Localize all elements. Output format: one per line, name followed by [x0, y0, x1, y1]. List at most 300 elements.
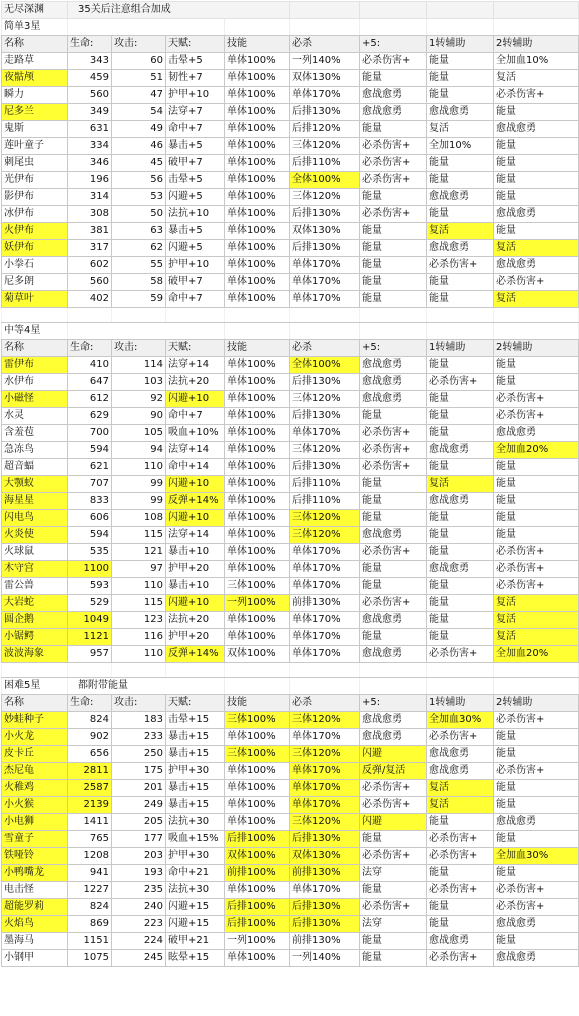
cell-name: 菊草叶: [2, 291, 68, 308]
table-row: [2, 493, 579, 510]
cell-hp: 765: [68, 831, 112, 848]
cell-name: 含羞苞: [2, 425, 68, 442]
cell-assist2: 愈战愈勇: [494, 916, 579, 933]
section-note: [68, 19, 225, 36]
cell-assist2: 能量: [494, 476, 579, 493]
cell-attack: 47: [112, 87, 166, 104]
table-row: [2, 459, 579, 476]
cell-skill: 单体100%: [225, 206, 290, 223]
cell-assist1: 复活: [427, 121, 494, 138]
cell-hp: 1075: [68, 950, 112, 967]
cell-name: 小电狮: [2, 814, 68, 831]
cell-attack: 103: [112, 374, 166, 391]
cell-name: 闪电鸟: [2, 510, 68, 527]
table-row: [2, 865, 579, 882]
cell-plus5: 愈战愈勇: [360, 646, 427, 663]
cell-attack: 59: [112, 291, 166, 308]
cell-attack: 233: [112, 729, 166, 746]
cell-assist1: 能量: [427, 459, 494, 476]
cell-hp: 2587: [68, 780, 112, 797]
cell-name: 杰尼龟: [2, 763, 68, 780]
cell-ultimate: 一列140%: [290, 53, 360, 70]
cell-attack: 99: [112, 493, 166, 510]
cell-attack: 99: [112, 476, 166, 493]
cell-assist1: 能量: [427, 408, 494, 425]
cell-name: 雪童子: [2, 831, 68, 848]
table-row: [2, 712, 579, 729]
cell-plus5: 必杀伤害+: [360, 595, 427, 612]
cell-talent: 护甲+20: [166, 629, 225, 646]
cell-assist2: 必杀伤害+: [494, 578, 579, 595]
column-header-skill: 技能: [225, 36, 290, 53]
cell-hp: 957: [68, 646, 112, 663]
cell-plus5: 愈战愈勇: [360, 729, 427, 746]
cell-talent: 护甲+30: [166, 848, 225, 865]
cell-ultimate: 后排120%: [290, 121, 360, 138]
cell-assist2: 复活: [494, 612, 579, 629]
table-row: [2, 53, 579, 70]
cell-assist1: 能量: [427, 899, 494, 916]
cell-assist1: 必杀伤害+: [427, 257, 494, 274]
cell-talent: 护甲+30: [166, 763, 225, 780]
cell-hp: 602: [68, 257, 112, 274]
cell-attack: 54: [112, 104, 166, 121]
column-header-assist1: 1转辅助: [427, 695, 494, 712]
cell-plus5: 必杀伤害+: [360, 53, 427, 70]
cell-assist2: 愈战愈勇: [494, 206, 579, 223]
cell-plus5: 必杀伤害+: [360, 138, 427, 155]
cell-assist1: 愈战愈勇: [427, 189, 494, 206]
cell-ultimate: 三体120%: [290, 391, 360, 408]
column-header-skill: 技能: [225, 340, 290, 357]
cell-talent: 暴击+15: [166, 797, 225, 814]
cell-skill: 单体100%: [225, 408, 290, 425]
cell-plus5: 愈战愈勇: [360, 612, 427, 629]
cell-skill: 单体100%: [225, 797, 290, 814]
cell-attack: 46: [112, 138, 166, 155]
table-row: [2, 206, 579, 223]
column-header-name: 名称: [2, 36, 68, 53]
cell-ultimate: 后排130%: [290, 916, 360, 933]
table-row: [2, 510, 579, 527]
cell-skill: 单体100%: [225, 544, 290, 561]
cell-talent: 护甲+10: [166, 257, 225, 274]
cell-skill: 单体100%: [225, 70, 290, 87]
cell-name: 妙蛙种子: [2, 712, 68, 729]
cell-hp: 606: [68, 510, 112, 527]
cell-skill: 单体100%: [225, 629, 290, 646]
cell-ultimate: 单体170%: [290, 729, 360, 746]
cell-skill: 单体100%: [225, 257, 290, 274]
header-row: [2, 36, 579, 53]
cell-skill: 单体100%: [225, 53, 290, 70]
cell-assist1: 愈战愈勇: [427, 442, 494, 459]
cell-name: 妖伊布: [2, 240, 68, 257]
section-note: [68, 323, 225, 340]
table-row: [2, 138, 579, 155]
cell-ultimate: 单体170%: [290, 882, 360, 899]
cell-assist1: 能量: [427, 629, 494, 646]
cell-plus5: 能量: [360, 189, 427, 206]
cell-talent: 暴击+10: [166, 544, 225, 561]
cell-ultimate: 三体120%: [290, 138, 360, 155]
cell-attack: 49: [112, 121, 166, 138]
table-row: [2, 544, 579, 561]
cell-hp: 308: [68, 206, 112, 223]
cell-assist2: 必杀伤害+: [494, 274, 579, 291]
cell-assist1: 愈战愈勇: [427, 104, 494, 121]
cell-skill: 单体100%: [225, 291, 290, 308]
cell-assist1: 必杀伤害+: [427, 831, 494, 848]
hero-table: [1, 1, 579, 967]
table-row: [2, 357, 579, 374]
cell-hp: 656: [68, 746, 112, 763]
cell-assist2: 能量: [494, 831, 579, 848]
cell-plus5: 法穿: [360, 865, 427, 882]
cell-attack: 183: [112, 712, 166, 729]
table-row: [2, 104, 579, 121]
cell-skill: 单体100%: [225, 510, 290, 527]
table-row: [2, 780, 579, 797]
cell-name: 夜骷颅: [2, 70, 68, 87]
cell-assist2: 复活: [494, 240, 579, 257]
cell-assist1: 能量: [427, 510, 494, 527]
cell-talent: 闪避+15: [166, 916, 225, 933]
cell-talent: 命中+7: [166, 408, 225, 425]
cell-attack: 51: [112, 70, 166, 87]
cell-name: 影伊布: [2, 189, 68, 206]
cell-talent: 护甲+10: [166, 87, 225, 104]
cell-assist2: 必杀伤害+: [494, 391, 579, 408]
cell-name: 莲叶童子: [2, 138, 68, 155]
cell-attack: 94: [112, 442, 166, 459]
cell-hp: 824: [68, 712, 112, 729]
cell-attack: 108: [112, 510, 166, 527]
cell-name: 走路草: [2, 53, 68, 70]
cell-ultimate: 单体170%: [290, 763, 360, 780]
column-header-ultimate: 必杀: [290, 36, 360, 53]
cell-assist2: 愈战愈勇: [494, 121, 579, 138]
cell-assist2: 能量: [494, 933, 579, 950]
cell-hp: 1227: [68, 882, 112, 899]
cell-assist2: 必杀伤害+: [494, 899, 579, 916]
cell-plus5: 必杀伤害+: [360, 780, 427, 797]
cell-skill: 单体100%: [225, 138, 290, 155]
cell-assist2: 能量: [494, 374, 579, 391]
cell-assist1: 能量: [427, 865, 494, 882]
title-note: 35关后注意组合加成: [68, 2, 290, 19]
cell-ultimate: 三体120%: [290, 510, 360, 527]
cell-hp: 700: [68, 425, 112, 442]
cell-assist1: 能量: [427, 274, 494, 291]
cell-ultimate: 后排130%: [290, 104, 360, 121]
table-body: [2, 2, 579, 967]
cell-plus5: 能量: [360, 493, 427, 510]
cell-hp: 1049: [68, 612, 112, 629]
column-header-assist2: 2转辅助: [494, 695, 579, 712]
table-row: [2, 240, 579, 257]
cell-skill: 单体100%: [225, 561, 290, 578]
cell-assist1: 能量: [427, 916, 494, 933]
cell-attack: 62: [112, 240, 166, 257]
column-header-assist2: 2转辅助: [494, 36, 579, 53]
cell-hp: 317: [68, 240, 112, 257]
cell-assist2: 能量: [494, 155, 579, 172]
cell-talent: 闪避+5: [166, 189, 225, 206]
cell-attack: 90: [112, 408, 166, 425]
cell-assist1: 能量: [427, 53, 494, 70]
cell-ultimate: 后排130%: [290, 899, 360, 916]
table-row: [2, 831, 579, 848]
cell-plus5: 必杀伤害+: [360, 544, 427, 561]
cell-assist1: 必杀伤害+: [427, 848, 494, 865]
cell-skill: 三体100%: [225, 712, 290, 729]
cell-plus5: 愈战愈勇: [360, 391, 427, 408]
cell-assist2: 能量: [494, 459, 579, 476]
cell-ultimate: 后排110%: [290, 476, 360, 493]
cell-talent: 法穿+14: [166, 357, 225, 374]
table-row: [2, 527, 579, 544]
cell-attack: 50: [112, 206, 166, 223]
cell-talent: 法抗+30: [166, 882, 225, 899]
cell-assist2: 必杀伤害+: [494, 544, 579, 561]
section-label: 简单3星: [2, 19, 68, 36]
cell-hp: 833: [68, 493, 112, 510]
cell-assist1: 复活: [427, 797, 494, 814]
cell-hp: 1121: [68, 629, 112, 646]
cell-assist1: 能量: [427, 172, 494, 189]
cell-plus5: 必杀伤害+: [360, 425, 427, 442]
cell-attack: 105: [112, 425, 166, 442]
column-header-name: 名称: [2, 695, 68, 712]
table-row: [2, 746, 579, 763]
cell-skill: 单体100%: [225, 425, 290, 442]
cell-hp: 631: [68, 121, 112, 138]
cell-attack: 63: [112, 223, 166, 240]
column-header-skill: 技能: [225, 695, 290, 712]
cell-talent: 击晕+15: [166, 712, 225, 729]
sheet-title: 无尽深渊: [2, 2, 68, 19]
cell-attack: 110: [112, 646, 166, 663]
cell-assist1: 能量: [427, 595, 494, 612]
cell-ultimate: 前排130%: [290, 933, 360, 950]
cell-ultimate: 后排110%: [290, 155, 360, 172]
cell-ultimate: 三体120%: [290, 189, 360, 206]
cell-plus5: 能量: [360, 933, 427, 950]
cell-talent: 命中+14: [166, 459, 225, 476]
cell-ultimate: 单体170%: [290, 646, 360, 663]
cell-attack: 115: [112, 595, 166, 612]
cell-talent: 闪避+10: [166, 510, 225, 527]
cell-name: 小鸭嘴龙: [2, 865, 68, 882]
cell-talent: 击晕+5: [166, 172, 225, 189]
cell-assist2: 全加血20%: [494, 442, 579, 459]
cell-assist1: 能量: [427, 357, 494, 374]
cell-assist1: 全加血30%: [427, 712, 494, 729]
cell-assist2: 复活: [494, 629, 579, 646]
cell-name: 火稚鸡: [2, 780, 68, 797]
table-row: [2, 87, 579, 104]
cell-assist2: 能量: [494, 510, 579, 527]
section-row: [2, 678, 579, 695]
cell-assist1: 能量: [427, 87, 494, 104]
cell-attack: 110: [112, 459, 166, 476]
cell-hp: 402: [68, 291, 112, 308]
cell-name: 水灵: [2, 408, 68, 425]
cell-name: 火炎使: [2, 527, 68, 544]
cell-talent: 法抗+10: [166, 206, 225, 223]
cell-assist2: 能量: [494, 729, 579, 746]
cell-talent: 暴击+15: [166, 780, 225, 797]
cell-hp: 2139: [68, 797, 112, 814]
cell-skill: 后排100%: [225, 916, 290, 933]
cell-skill: 单体100%: [225, 240, 290, 257]
cell-attack: 203: [112, 848, 166, 865]
cell-attack: 205: [112, 814, 166, 831]
cell-ultimate: 前排130%: [290, 595, 360, 612]
cell-plus5: 反弹/复活: [360, 763, 427, 780]
table-row: [2, 933, 579, 950]
cell-assist1: 全加10%: [427, 138, 494, 155]
table-row: [2, 797, 579, 814]
cell-name: 冰伊布: [2, 206, 68, 223]
cell-hp: 560: [68, 274, 112, 291]
cell-attack: 235: [112, 882, 166, 899]
cell-name: 瞬力: [2, 87, 68, 104]
cell-talent: 命中+7: [166, 121, 225, 138]
cell-talent: 法抗+20: [166, 612, 225, 629]
cell-plus5: 能量: [360, 70, 427, 87]
cell-assist1: 愈战愈勇: [427, 493, 494, 510]
cell-ultimate: 单体170%: [290, 780, 360, 797]
column-header-attack: 攻击:: [112, 340, 166, 357]
column-header-assist2: 2转辅助: [494, 340, 579, 357]
cell-ultimate: 单体170%: [290, 274, 360, 291]
cell-plus5: 必杀伤害+: [360, 442, 427, 459]
cell-assist1: 愈战愈勇: [427, 240, 494, 257]
cell-ultimate: 三体120%: [290, 814, 360, 831]
cell-talent: 闪避+10: [166, 595, 225, 612]
cell-plus5: 必杀伤害+: [360, 459, 427, 476]
cell-skill: 单体100%: [225, 172, 290, 189]
cell-ultimate: 单体170%: [290, 544, 360, 561]
cell-ultimate: 全体100%: [290, 357, 360, 374]
cell-assist1: 能量: [427, 578, 494, 595]
cell-assist2: 复活: [494, 595, 579, 612]
cell-talent: 击晕+5: [166, 53, 225, 70]
cell-attack: 175: [112, 763, 166, 780]
cell-hp: 1208: [68, 848, 112, 865]
cell-plus5: 能量: [360, 561, 427, 578]
section-row: [2, 323, 579, 340]
cell-attack: 123: [112, 612, 166, 629]
cell-hp: 621: [68, 459, 112, 476]
cell-assist2: 必杀伤害+: [494, 763, 579, 780]
cell-name: 墨海马: [2, 933, 68, 950]
cell-skill: 单体100%: [225, 87, 290, 104]
table-row: [2, 882, 579, 899]
cell-plus5: 能量: [360, 274, 427, 291]
cell-assist1: 能量: [427, 206, 494, 223]
cell-assist1: 能量: [427, 612, 494, 629]
cell-plus5: 能量: [360, 257, 427, 274]
table-row: [2, 155, 579, 172]
cell-assist1: 能量: [427, 814, 494, 831]
cell-name: 火伊布: [2, 223, 68, 240]
cell-assist2: 愈战愈勇: [494, 257, 579, 274]
cell-talent: 破甲+7: [166, 155, 225, 172]
cell-talent: 闪避+15: [166, 899, 225, 916]
table-row: [2, 729, 579, 746]
table-row: [2, 121, 579, 138]
cell-plus5: 愈战愈勇: [360, 527, 427, 544]
cell-hp: 314: [68, 189, 112, 206]
cell-skill: 单体100%: [225, 155, 290, 172]
cell-talent: 法穿+7: [166, 104, 225, 121]
cell-hp: 594: [68, 442, 112, 459]
section-row: [2, 19, 579, 36]
cell-attack: 250: [112, 746, 166, 763]
cell-plus5: 能量: [360, 291, 427, 308]
cell-name: 小拳石: [2, 257, 68, 274]
cell-hp: 1151: [68, 933, 112, 950]
cell-attack: 92: [112, 391, 166, 408]
cell-talent: 暴击+5: [166, 223, 225, 240]
cell-skill: 三体100%: [225, 578, 290, 595]
cell-assist2: 复活: [494, 70, 579, 87]
cell-plus5: 闪避: [360, 746, 427, 763]
cell-ultimate: 三体120%: [290, 746, 360, 763]
cell-name: 刺尾虫: [2, 155, 68, 172]
cell-ultimate: 后排130%: [290, 374, 360, 391]
cell-plus5: 能量: [360, 578, 427, 595]
column-header-hp: 生命:: [68, 695, 112, 712]
table-row: [2, 595, 579, 612]
header-row: [2, 695, 579, 712]
cell-assist2: 全加血30%: [494, 848, 579, 865]
cell-ultimate: 单体170%: [290, 257, 360, 274]
cell-name: 光伊布: [2, 172, 68, 189]
cell-attack: 223: [112, 916, 166, 933]
cell-hp: 334: [68, 138, 112, 155]
section-note: 都附带能量: [68, 678, 225, 695]
cell-talent: 暴击+15: [166, 729, 225, 746]
cell-plus5: 必杀伤害+: [360, 797, 427, 814]
cell-plus5: 能量: [360, 476, 427, 493]
cell-attack: 56: [112, 172, 166, 189]
cell-plus5: 能量: [360, 510, 427, 527]
cell-assist2: 能量: [494, 865, 579, 882]
cell-talent: 法穿+14: [166, 442, 225, 459]
cell-plus5: 愈战愈勇: [360, 357, 427, 374]
cell-name: 雷公兽: [2, 578, 68, 595]
table-row: [2, 374, 579, 391]
cell-attack: 115: [112, 527, 166, 544]
cell-ultimate: 后排130%: [290, 831, 360, 848]
cell-attack: 193: [112, 865, 166, 882]
cell-skill: 单体100%: [225, 104, 290, 121]
cell-assist1: 愈战愈勇: [427, 933, 494, 950]
cell-hp: 535: [68, 544, 112, 561]
cell-skill: 后排100%: [225, 831, 290, 848]
column-header-plus5: +5:: [360, 340, 427, 357]
cell-hp: 593: [68, 578, 112, 595]
column-header-assist1: 1转辅助: [427, 340, 494, 357]
cell-name: 小锯鳄: [2, 629, 68, 646]
cell-skill: 单体100%: [225, 374, 290, 391]
cell-talent: 暴击+10: [166, 578, 225, 595]
cell-assist1: 能量: [427, 291, 494, 308]
